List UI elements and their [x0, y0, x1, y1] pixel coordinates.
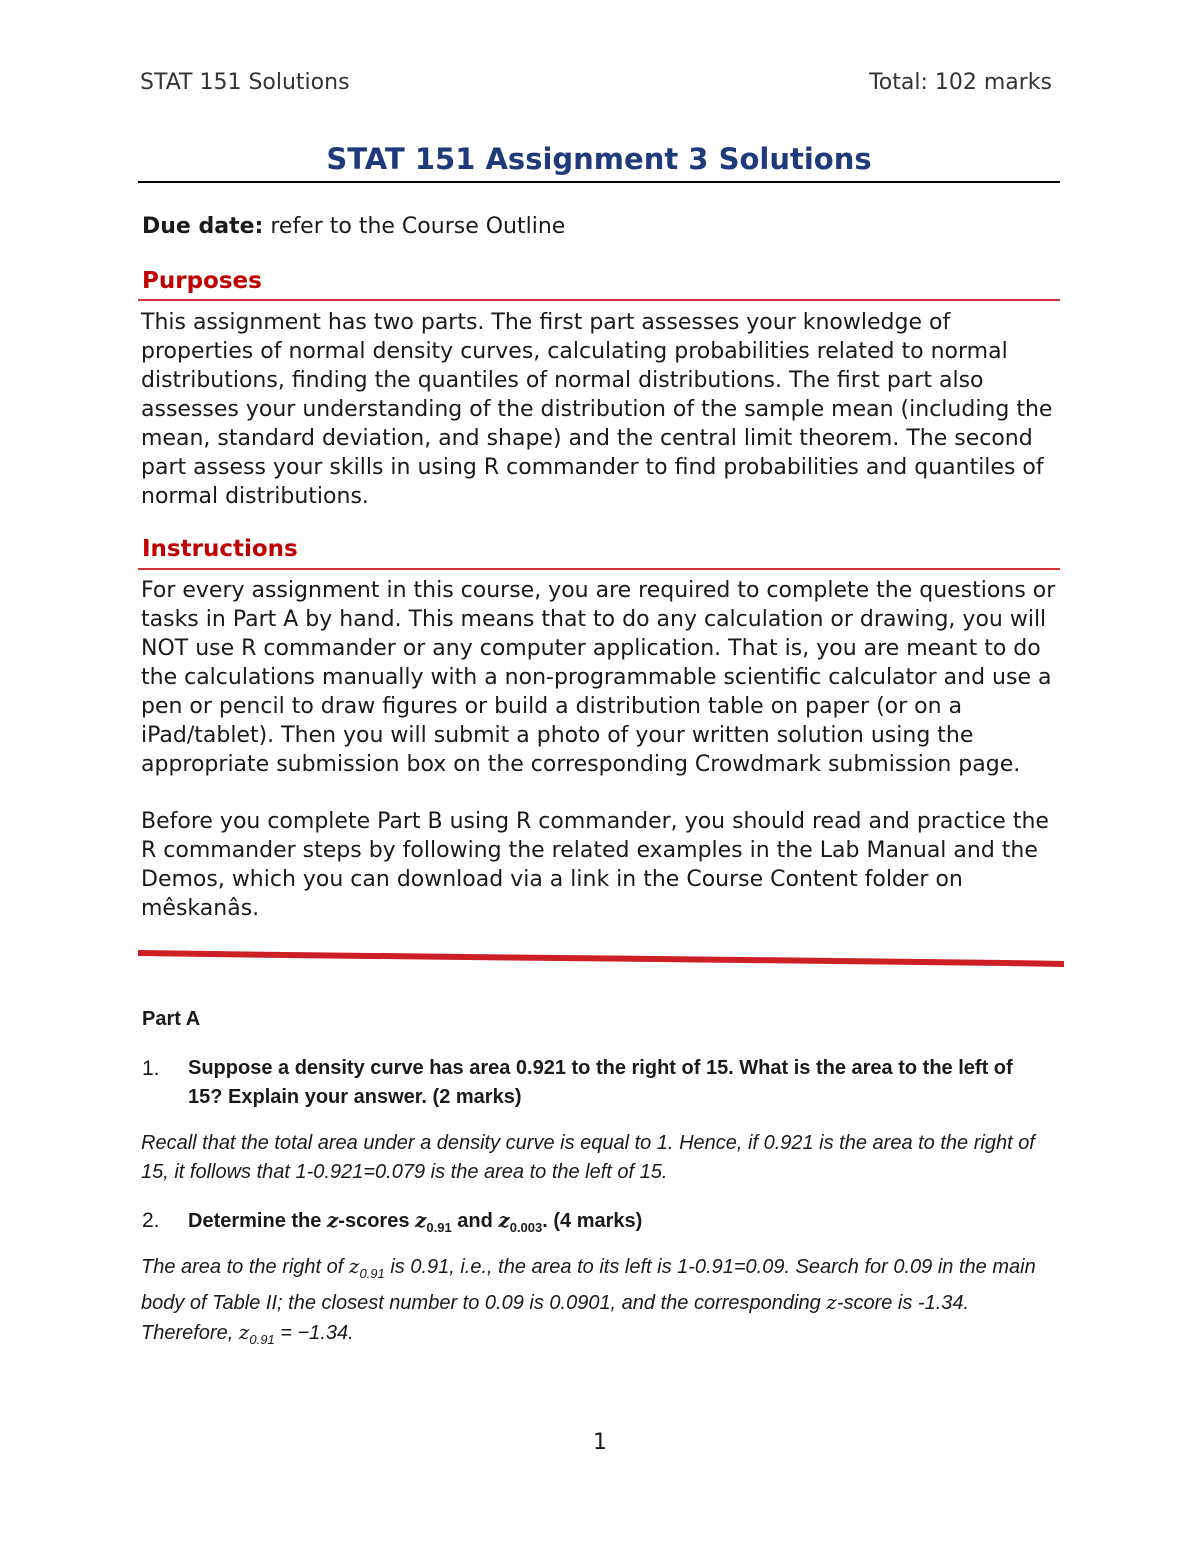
question-1-number: 1. — [142, 1057, 160, 1080]
q2-z2-subscript: 0.003 — [509, 1220, 543, 1235]
a2-z2: z — [826, 1290, 837, 1314]
question-2-text — [188, 1206, 1042, 1242]
question-2-number: 2. — [142, 1209, 160, 1232]
page-number: 1 — [593, 1430, 607, 1455]
header-course: STAT 151 Solutions — [140, 70, 350, 95]
q2-text-mid2: and — [451, 1210, 499, 1232]
a2-z-subscript: 0.91 — [359, 1266, 385, 1281]
question-2 — [142, 1206, 1042, 1242]
q2-text-prefix: Determine the — [188, 1210, 327, 1232]
a2-part3: -score is -1.34. Therefore, — [141, 1292, 970, 1344]
question-1-text: Suppose a density curve has area 0.921 to the right of 15. What is the area to the left of 15? Explain your answer. (2 marks) — [188, 1057, 1013, 1108]
q2-z2: z — [498, 1208, 510, 1232]
due-date-label: Due date: — [142, 214, 264, 239]
purposes-text: This assignment has two parts. The first part assesses your knowledge of properties of normal density curves, calculating probabilities related to normal distributions, finding the quantiles of normal distributions. The first part also assesses your understanding of the distribution of the sample mean (including the mean, standard deviation, and shape) and the central limit theorem. The second part assess your skills in using R commander to find probabilities and quantiles of normal distributions. — [141, 310, 1053, 509]
a2-z3: z — [238, 1320, 250, 1344]
instructions-paragraph-2: Before you complete Part B using R commander, you should read and practice the R commander steps by following the related examples in the Lab Manual and the Demos, which you can download via a link in the Course Content folder on mêskanâs. — [141, 809, 1049, 921]
document-title: STAT 151 Assignment 3 Solutions — [326, 142, 872, 176]
purposes-rule — [138, 299, 1060, 301]
q2-z-variable: z — [326, 1208, 339, 1232]
title-underline — [138, 181, 1060, 183]
running-header — [140, 70, 1052, 95]
instructions-paragraph-1: For every assignment in this course, you are required to complete the questions or tasks in Part A by hand. This means that to do any calculation or drawing, you will NOT use R commander or any computer application. That is, you are meant to do the calculations manually with a non-programmable scientific calculator and use a pen or pencil to draw figures or build a distribution table on paper (or on a iPad/tablet). Then you will submit a photo of your written solution using the appropriate submission box on the corresponding Crowdmark submission page. — [141, 578, 1056, 777]
section-divider — [136, 946, 1066, 972]
a2-z3-subscript: 0.91 — [249, 1332, 275, 1347]
purposes-heading: Purposes — [142, 268, 262, 294]
due-date-value: refer to the Course Outline — [270, 214, 566, 239]
a2-part1: The area to the right of — [141, 1256, 349, 1278]
part-a-heading: Part A — [142, 1008, 201, 1030]
header-total-marks: Total: 102 marks — [869, 70, 1052, 95]
q2-z1-subscript: 0.91 — [426, 1220, 452, 1235]
q2-text-mid1: -scores — [338, 1210, 416, 1232]
question-1 — [142, 1054, 1042, 1112]
q2-z1: z — [415, 1208, 427, 1232]
q2-text-suffix: . (4 marks) — [542, 1210, 643, 1232]
a2-part4: = −1.34. — [274, 1322, 354, 1344]
a2-z: z — [348, 1254, 360, 1278]
due-date — [142, 214, 565, 239]
answer-2 — [141, 1252, 1056, 1354]
a2-part2: is 0.91, i.e., the area to its left is 1-0.91=0.09. Search for 0.09 in the main body of Table II; the closest number to 0.09 is 0.0901, and the corresponding — [141, 1256, 1036, 1314]
instructions-rule — [138, 568, 1060, 570]
answer-1: Recall that the total area under a density curve is equal to 1. Hence, if 0.921 is the area to the right of 15, it follows that 1-0.921=0.079 is the area to the left of 15. — [141, 1132, 1035, 1183]
instructions-heading: Instructions — [142, 536, 298, 562]
